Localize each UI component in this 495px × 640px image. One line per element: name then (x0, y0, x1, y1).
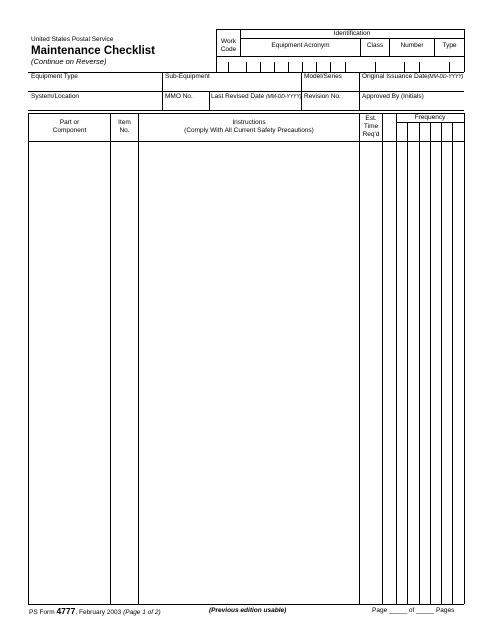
form-number: 4777 (56, 606, 76, 616)
row2-bottom-border (28, 110, 464, 111)
instructions-column-header-line1: Instructions (232, 119, 266, 126)
character-tick (449, 62, 450, 72)
number-field[interactable] (390, 57, 434, 71)
type-label: Type (442, 42, 457, 49)
character-tick (288, 62, 289, 72)
work-code-label-line1: Work (220, 38, 237, 45)
original-issuance-date-field[interactable] (360, 80, 464, 91)
last-revised-format: (MM-DD-YYYY) (265, 94, 302, 100)
item-column-header-line1: Item (118, 119, 131, 126)
est-time-column[interactable] (360, 142, 382, 604)
last-revised-date-field[interactable] (210, 100, 301, 110)
form-subtitle: (Continue on Reverse) (31, 57, 107, 66)
work-code-label-line2: Code (220, 46, 237, 53)
revision-no-field[interactable] (302, 100, 359, 110)
character-tick (375, 62, 376, 72)
class-label: Class (366, 42, 384, 49)
instructions-column-header-line2: (Comply With All Current Safety Precautions) (184, 127, 314, 134)
form-page: (Page 1 of 2) (123, 609, 161, 616)
item-no-column[interactable] (111, 142, 138, 604)
character-tick (404, 62, 405, 72)
system-location-label: System/Location (31, 93, 80, 100)
character-tick (302, 62, 303, 72)
character-tick (260, 62, 261, 72)
row1-bottom-border (28, 91, 464, 92)
previous-edition-note: (Previous edition usable) (209, 607, 287, 614)
identification-right-border (464, 29, 465, 72)
equipment-type-field[interactable] (29, 80, 162, 91)
esttime-column-header-line2: Time (363, 123, 379, 130)
mmo-no-label: MMO No. (165, 93, 193, 100)
table-top-border (28, 113, 464, 114)
form-identifier (29, 607, 161, 617)
character-tick (330, 62, 331, 72)
identification-label: Identification (333, 30, 371, 37)
character-tick (316, 62, 317, 72)
frequency-column-header: Frequency (414, 114, 446, 121)
instructions-column[interactable] (139, 142, 359, 604)
character-tick (345, 62, 346, 72)
character-tick (419, 62, 420, 72)
form-date: , February 2003 (75, 609, 124, 616)
esttime-column-header-line1: Est. (365, 115, 377, 122)
approved-by-label: Approved By (Initials) (362, 93, 424, 100)
character-tick (274, 62, 275, 72)
equipment-acronym-field[interactable] (241, 57, 360, 71)
agency-name: United States Postal Service (31, 36, 114, 43)
revision-no-label: Revision No. (304, 93, 341, 100)
frequency-column[interactable] (383, 142, 464, 604)
approved-by-field[interactable] (360, 100, 464, 110)
original-issuance-format: (MM-DD-YYYY) (427, 74, 464, 80)
mmo-no-field[interactable] (163, 100, 209, 110)
form-prefix: PS Form (29, 609, 57, 616)
sub-equipment-label: Sub-Equipment (165, 73, 210, 80)
form-title: Maintenance Checklist (31, 45, 155, 57)
equipment-type-label: Equipment Type (31, 73, 78, 80)
part-column-header-line2: Component (52, 127, 87, 134)
identification-label-divider (240, 38, 464, 39)
original-issuance-text: Original Issuance Date (362, 73, 428, 80)
equipment-acronym-label: Equipment Acronym (271, 42, 330, 49)
model-series-field[interactable] (302, 80, 359, 91)
table-right-border (464, 113, 465, 604)
item-column-header-line2: No. (119, 127, 130, 134)
number-label: Number (400, 42, 424, 49)
system-location-field[interactable] (29, 100, 162, 110)
part-column-header-line1: Part or (59, 119, 80, 126)
character-tick (228, 62, 229, 72)
sub-equipment-field[interactable] (163, 80, 301, 91)
table-bottom-border (28, 604, 464, 605)
part-component-column[interactable] (29, 142, 110, 604)
page-count: Page _____ of _____ Pages (372, 607, 455, 614)
last-revised-text: Last Revised Date (211, 93, 265, 100)
model-series-label: Model/Series (304, 73, 342, 80)
character-tick (246, 62, 247, 72)
esttime-column-header-line3: Req'd (362, 131, 380, 138)
